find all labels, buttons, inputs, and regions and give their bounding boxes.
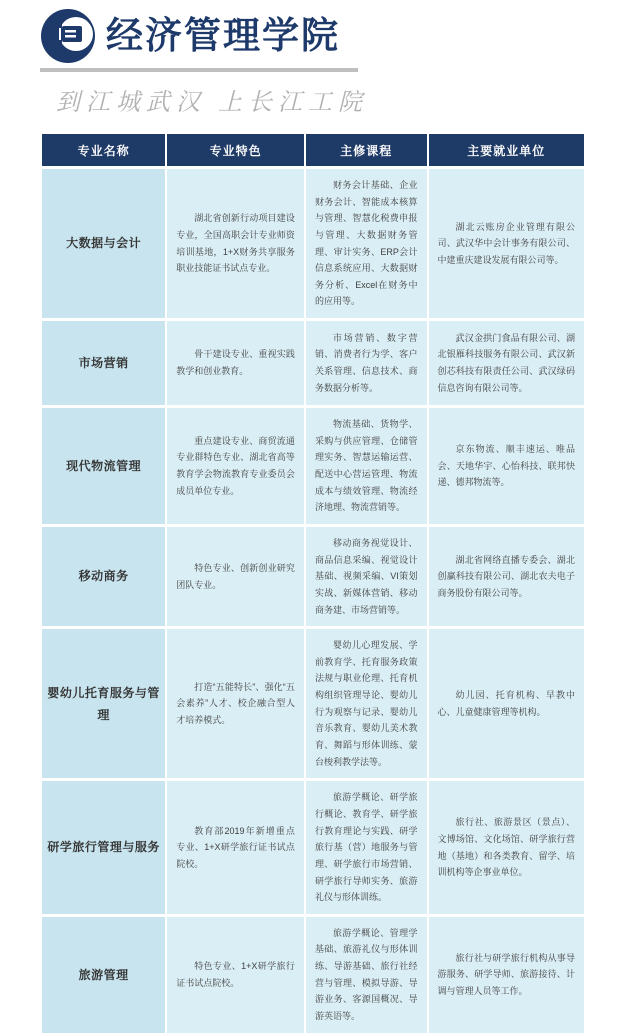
- table-row: [42, 321, 584, 405]
- major-name-cell: 市场营销: [42, 321, 165, 405]
- college-emblem-icon: [40, 8, 96, 64]
- employers-cell: 旅行社、旅游景区（景点）、文博场馆、文化场馆、研学旅行营地（基地）和各类教育、留学、培训机构等企事业单位。: [429, 781, 584, 913]
- majors-table: [40, 131, 586, 1036]
- major-feature-cell: 骨干建设专业、重视实践教学和创业教育。: [167, 321, 304, 405]
- major-name-cell: 移动商务: [42, 527, 165, 626]
- major-name-cell: 现代物流管理: [42, 408, 165, 524]
- employers-cell: 幼儿园、托育机构、早教中心、儿童健康管理等机构。: [429, 629, 584, 778]
- major-feature-cell: 湖北省创新行动项目建设专业，全国高职会计专业师资培训基地，1+X财务共享服务职业技能证书试点专业。: [167, 169, 304, 318]
- main-courses-cell: 旅游学概论、研学旅行概论、教育学、研学旅行教育理论与实践、研学旅行基（营）地服务与管理、研学旅行市场营销、研学旅行导师实务、旅游礼仪与形体训练。: [306, 781, 427, 913]
- employers-cell: 武汉金拱门食品有限公司、湖北银雁科技服务有限公司、武汉新创芯科技有限责任公司、武汉绿码信息咨询有限公司等。: [429, 321, 584, 405]
- table-header-row: [42, 134, 584, 166]
- page-header: [40, 8, 586, 117]
- major-feature-cell: 特色专业、创新创业研究团队专业。: [167, 527, 304, 626]
- main-courses-cell: 移动商务视觉设计、商品信息采编、视觉设计基础、视频采编、VI策划实战、新媒体营销、移动商务建、市场营销等。: [306, 527, 427, 626]
- major-name-cell: 旅游管理: [42, 917, 165, 1033]
- header-divider: [40, 68, 358, 72]
- table-row: [42, 917, 584, 1033]
- table-row: [42, 169, 584, 318]
- table-body: [42, 169, 584, 1033]
- major-feature-cell: 特色专业、1+X研学旅行证书试点院校。: [167, 917, 304, 1033]
- major-feature-cell: 教育部2019年新增重点专业、1+X研学旅行证书试点院校。: [167, 781, 304, 913]
- employers-cell: 旅行社与研学旅行机构从事导游服务、研学导师、旅游接待、计调与管理人员等工作。: [429, 917, 584, 1033]
- main-courses-cell: 财务会计基础、企业财务会计、智能成本核算与管理、智慧化税费申报与管理、大数据财务管理、审计实务、ERP会计信息系统应用、大数据财务分析、Excel在财务中的应用等。: [306, 169, 427, 318]
- table-row: [42, 408, 584, 524]
- column-header-major-name: 专业名称: [42, 134, 165, 166]
- column-header-employers: 主要就业单位: [429, 134, 584, 166]
- employers-cell: 湖北省网络直播专委会、湖北创赢科技有限公司、湖北农夫电子商务股份有限公司等。: [429, 527, 584, 626]
- slogan-text: 到江城武汉 上长江工院: [56, 90, 368, 116]
- main-courses-cell: 婴幼儿心理发展、学前教育学、托育服务政策法规与职业伦理、托育机构组织管理导论、婴幼儿行为观察与记录、婴幼儿音乐教育、婴幼儿美术教育、舞蹈与形体训练、蒙台梭利教学法等。: [306, 629, 427, 778]
- major-name-cell: 研学旅行管理与服务: [42, 781, 165, 913]
- table-row: [42, 781, 584, 913]
- major-name-cell: 大数据与会计: [42, 169, 165, 318]
- column-header-major-feature: 专业特色: [167, 134, 304, 166]
- main-courses-cell: 物流基础、货物学、采购与供应管理、仓储管理实务、智慧运输运营、配送中心营运管理、物流成本与绩效管理、物流经济地理、物流营销等。: [306, 408, 427, 524]
- major-feature-cell: 打造“五能特长”、强化“五会素养”人才、校企融合型人才培养模式。: [167, 629, 304, 778]
- table-row: [42, 527, 584, 626]
- major-name-cell: 婴幼儿托育服务与管理: [42, 629, 165, 778]
- major-feature-cell: 重点建设专业、商贸流通专业群特色专业、湖北省高等教育学会物流教育专业委员会成员单位专业。: [167, 408, 304, 524]
- employers-cell: 湖北云账房企业管理有限公司、武汉华中会计事务有限公司、中建重庆建设发展有限公司等。: [429, 169, 584, 318]
- employers-cell: 京东物流、顺丰速运、唯品会、天地华宇、心怡科技、联邦快递、德邦物流等。: [429, 408, 584, 524]
- table-row: [42, 629, 584, 778]
- main-courses-cell: 旅游学概论、管理学基础、旅游礼仪与形体训练、导游基础、旅行社经营与管理、模拟导游、导游业务、客源国概况、导游英语等。: [306, 917, 427, 1033]
- column-header-main-courses: 主修课程: [306, 134, 427, 166]
- main-courses-cell: 市场营销、数字营销、消费者行为学、客户关系管理、信息技术、商务数据分析等。: [306, 321, 427, 405]
- page-title: 经济管理学院: [106, 14, 340, 56]
